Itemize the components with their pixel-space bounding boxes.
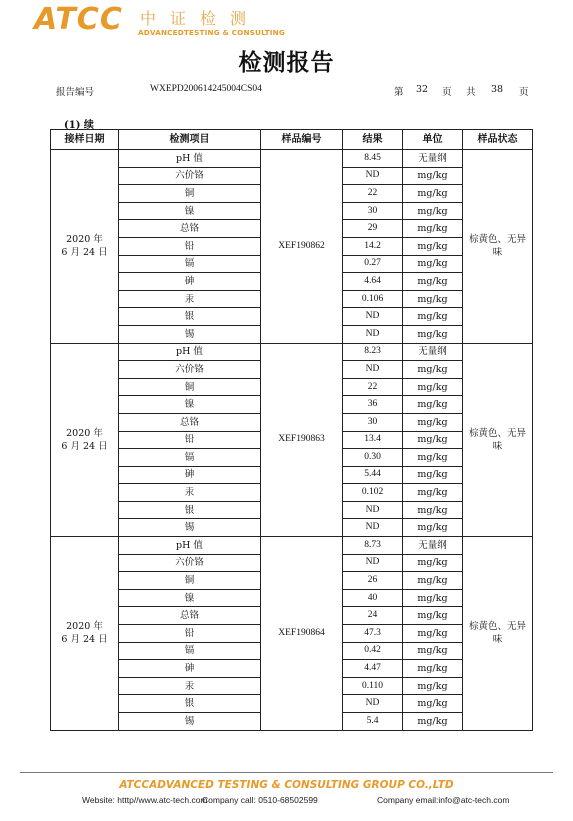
test-item-cell: 六价铬 <box>119 167 261 185</box>
unit-cell: mg/kg <box>403 255 463 273</box>
unit-cell: mg/kg <box>403 185 463 203</box>
result-cell: 0.102 <box>343 484 403 502</box>
test-item-cell: 锡 <box>119 713 261 731</box>
result-cell: ND <box>343 501 403 519</box>
footer-brand <box>0 779 573 791</box>
unit-cell: mg/kg <box>403 625 463 643</box>
sampling-date-year: 2020 年 <box>66 621 103 633</box>
unit-cell: mg/kg <box>403 237 463 255</box>
test-item-cell: 镍 <box>119 396 261 414</box>
page-current: 32 <box>416 84 429 95</box>
company-logo <box>34 2 314 40</box>
test-item-cell: 砷 <box>119 466 261 484</box>
unit-cell: mg/kg <box>403 484 463 502</box>
sampling-date-day: 6 月 24 日 <box>61 634 108 646</box>
unit-cell: mg/kg <box>403 325 463 343</box>
column-header: 检测项目 <box>119 130 261 150</box>
column-header: 结果 <box>343 130 403 150</box>
sample-status-line2: 味 <box>492 634 503 646</box>
test-item-cell: 六价铬 <box>119 554 261 572</box>
footer-email: Company email:info@atc-tech.com <box>377 795 510 805</box>
sampling-date-year: 2020 年 <box>66 234 103 246</box>
test-item-cell: 镉 <box>119 449 261 467</box>
unit-cell: mg/kg <box>403 449 463 467</box>
result-cell: 36 <box>343 396 403 414</box>
test-item-cell: 镉 <box>119 642 261 660</box>
result-cell: 8.73 <box>343 537 403 555</box>
result-cell: 5.4 <box>343 713 403 731</box>
result-cell: 0.42 <box>343 642 403 660</box>
unit-cell: mg/kg <box>403 220 463 238</box>
unit-cell: mg/kg <box>403 273 463 291</box>
sampling-date-cell <box>51 537 119 731</box>
test-item-cell: 镍 <box>119 589 261 607</box>
test-item-cell: 铜 <box>119 378 261 396</box>
test-item-cell: 铅 <box>119 237 261 255</box>
unit-cell: mg/kg <box>403 202 463 220</box>
unit-cell: mg/kg <box>403 378 463 396</box>
test-item-cell: 锡 <box>119 325 261 343</box>
sample-status-cell <box>463 343 533 537</box>
sampling-date-cell <box>51 150 119 344</box>
result-cell: ND <box>343 325 403 343</box>
sample-status-line1: 棕黄色、无异 <box>468 234 526 246</box>
result-cell: 40 <box>343 589 403 607</box>
unit-cell: mg/kg <box>403 607 463 625</box>
sample-id-cell: XEF190863 <box>261 343 343 537</box>
result-cell: 26 <box>343 572 403 590</box>
sampling-date-cell <box>51 343 119 537</box>
sampling-date-day: 6 月 24 日 <box>61 440 108 452</box>
page-prefix: 第 <box>394 87 404 98</box>
report-number-label: 报告编号 <box>56 87 95 98</box>
page-total: 38 <box>491 84 504 95</box>
unit-cell: mg/kg <box>403 572 463 590</box>
test-item-cell: 汞 <box>119 484 261 502</box>
unit-cell: 无量纲 <box>403 150 463 168</box>
unit-cell: mg/kg <box>403 501 463 519</box>
document-title: 检测报告 <box>238 50 335 76</box>
result-cell: 4.64 <box>343 273 403 291</box>
result-cell: ND <box>343 695 403 713</box>
test-item-cell: 总铬 <box>119 220 261 238</box>
test-item-cell: 砷 <box>119 660 261 678</box>
column-header: 样品状态 <box>463 130 533 150</box>
test-item-cell: 铜 <box>119 185 261 203</box>
sample-id-cell: XEF190862 <box>261 150 343 344</box>
sampling-date-year: 2020 年 <box>66 427 103 439</box>
result-cell: ND <box>343 167 403 185</box>
test-item-cell: 汞 <box>119 677 261 695</box>
logo-mark: ATCC <box>34 2 123 37</box>
total-prefix: 共 <box>466 87 476 98</box>
unit-cell: mg/kg <box>403 290 463 308</box>
sample-id-cell: XEF190864 <box>261 537 343 731</box>
result-cell: 0.110 <box>343 677 403 695</box>
unit-cell: mg/kg <box>403 361 463 379</box>
result-cell: 47.3 <box>343 625 403 643</box>
unit-cell: mg/kg <box>403 431 463 449</box>
test-item-cell: pH 值 <box>119 537 261 555</box>
test-item-cell: 六价铬 <box>119 361 261 379</box>
unit-cell: mg/kg <box>403 466 463 484</box>
unit-cell: 无量纲 <box>403 537 463 555</box>
result-cell: ND <box>343 308 403 326</box>
unit-cell: mg/kg <box>403 167 463 185</box>
result-cell: 22 <box>343 378 403 396</box>
unit-cell: mg/kg <box>403 519 463 537</box>
total-unit: 页 <box>519 87 529 98</box>
column-header: 样品编号 <box>261 130 343 150</box>
unit-cell: mg/kg <box>403 642 463 660</box>
unit-cell: mg/kg <box>403 308 463 326</box>
result-cell: 0.27 <box>343 255 403 273</box>
result-cell: 4.47 <box>343 660 403 678</box>
test-item-cell: pH 值 <box>119 150 261 168</box>
unit-cell: mg/kg <box>403 396 463 414</box>
test-item-cell: 总铬 <box>119 607 261 625</box>
table-row <box>51 343 533 361</box>
logo-chinese-name: 中证检测 <box>140 9 261 28</box>
result-cell: 24 <box>343 607 403 625</box>
unit-cell: mg/kg <box>403 695 463 713</box>
test-item-cell: pH 值 <box>119 343 261 361</box>
test-item-cell: 总铬 <box>119 413 261 431</box>
table-row <box>51 150 533 168</box>
sampling-date-day: 6 月 24 日 <box>61 247 108 259</box>
unit-cell: mg/kg <box>403 713 463 731</box>
footer-brand-mark: ATCC <box>119 779 150 791</box>
result-cell: 5.44 <box>343 466 403 484</box>
unit-cell: mg/kg <box>403 554 463 572</box>
test-item-cell: 镉 <box>119 255 261 273</box>
unit-cell: 无量纲 <box>403 343 463 361</box>
result-cell: 30 <box>343 413 403 431</box>
footer-website: Website: htttp//www.atc-tech.com <box>82 795 208 805</box>
result-cell: 14.2 <box>343 237 403 255</box>
report-number-value: WXEPD200614245004CS04 <box>150 84 262 94</box>
sample-status-line1: 棕黄色、无异 <box>468 427 526 439</box>
test-item-cell: 锡 <box>119 519 261 537</box>
result-cell: 0.106 <box>343 290 403 308</box>
test-item-cell: 铅 <box>119 625 261 643</box>
column-header: 接样日期 <box>51 130 119 150</box>
test-item-cell: 银 <box>119 501 261 519</box>
result-cell: 29 <box>343 220 403 238</box>
sample-status-cell <box>463 150 533 344</box>
result-cell: 13.4 <box>343 431 403 449</box>
test-item-cell: 银 <box>119 308 261 326</box>
result-cell: ND <box>343 519 403 537</box>
page-unit: 页 <box>442 87 452 98</box>
test-item-cell: 银 <box>119 695 261 713</box>
logo-english-name: ADVANCEDTESTING & CONSULTING <box>138 28 285 37</box>
column-header: 单位 <box>403 130 463 150</box>
unit-cell: mg/kg <box>403 677 463 695</box>
footer-brand-text: ADVANCED TESTING & CONSULTING GROUP CO.,LTD <box>149 779 454 791</box>
results-table <box>50 129 533 731</box>
result-cell: 22 <box>343 185 403 203</box>
test-item-cell: 砷 <box>119 273 261 291</box>
unit-cell: mg/kg <box>403 660 463 678</box>
footer-divider <box>20 772 553 773</box>
result-cell: 0.30 <box>343 449 403 467</box>
result-cell: 8.23 <box>343 343 403 361</box>
table-body <box>51 150 533 731</box>
test-item-cell: 汞 <box>119 290 261 308</box>
unit-cell: mg/kg <box>403 589 463 607</box>
result-cell: 30 <box>343 202 403 220</box>
sample-status-line2: 味 <box>492 440 503 452</box>
unit-cell: mg/kg <box>403 413 463 431</box>
section-label: (1) 续 <box>64 120 94 131</box>
table-header-row <box>51 130 533 150</box>
result-cell: ND <box>343 361 403 379</box>
test-item-cell: 铅 <box>119 431 261 449</box>
result-cell: 8.45 <box>343 150 403 168</box>
sample-status-line1: 棕黄色、无异 <box>468 621 526 633</box>
test-item-cell: 铜 <box>119 572 261 590</box>
sample-status-line2: 味 <box>492 247 503 259</box>
sample-status-cell <box>463 537 533 731</box>
result-cell: ND <box>343 554 403 572</box>
footer-phone: Company call: 0510-68502599 <box>202 795 318 805</box>
table-row <box>51 537 533 555</box>
test-item-cell: 镍 <box>119 202 261 220</box>
